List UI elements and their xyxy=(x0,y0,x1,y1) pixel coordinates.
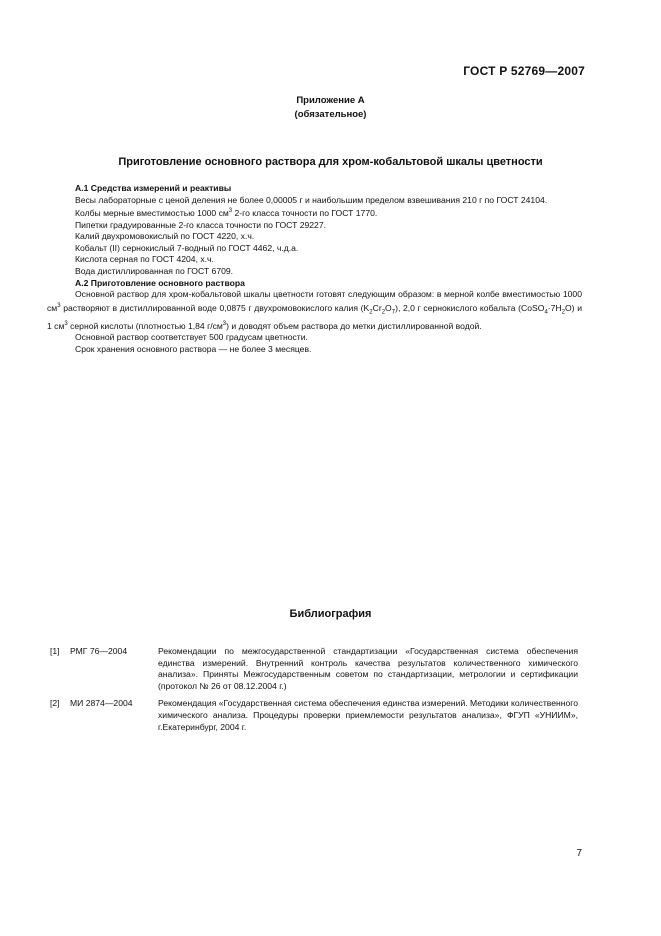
bib-code: МИ 2874—2004 xyxy=(70,698,133,709)
appendix-subtitle: (обязательное) xyxy=(294,109,367,120)
bib-text: Рекомендация «Государственная система обеспечения единства измерений. Методики количественного химического анализа. Процедуры проверки приемлемости результатов анализа», ФГУП «УНИИМ», г.Екатеринбург, 2004 г. xyxy=(158,698,578,732)
bibliography-title: Библиография xyxy=(289,608,372,620)
list-item: Кобальт (II) сернокислый 7-водный по ГОСТ 4462, ч.д.а. xyxy=(75,242,299,253)
appendix-body xyxy=(47,183,582,356)
bibliography-item xyxy=(50,698,578,733)
list-item: Пипетки градуированные 2-го класса точности по ГОСТ 29227. xyxy=(75,219,326,230)
standard-code: ГОСТ Р 52769—2007 xyxy=(463,64,585,78)
color-degree-paragraph: Основной раствор соответствует 500 градусам цветности. xyxy=(75,332,308,343)
list-item: Весы лабораторные с ценой деления не более 0,00005 г и наибольшим пределом взвешивания 210 г по ГОСТ 24104. xyxy=(75,194,548,205)
list-item: Колбы мерные вместимостью 1000 $см^3$ 2-го класса точности по ГОСТ 1770. xyxy=(75,208,378,219)
appendix-title: Приложение А xyxy=(296,95,365,106)
list-item: Кислота серная по ГОСТ 4204, х.ч. xyxy=(75,254,214,265)
bib-text: Рекомендации по межгосударственной стандартизации «Государственная система обеспечения единства измерений. Внутренний контроль качества результатов количественного химического анализа». Приняты Межгосударственным советом по стандартизации, метрологии и сертификации (протокол № 26 от 08.12.2004 г.) xyxy=(158,646,578,691)
storage-paragraph: Срок хранения основного раствора — не более 3 месяцев. xyxy=(75,344,312,355)
bib-number: [1] xyxy=(50,646,60,656)
section-a1-heading: А.1 Средства измерений и реактивы xyxy=(75,183,232,193)
page-number: 7 xyxy=(576,848,582,859)
list-item: Вода дистиллированная по ГОСТ 6709. xyxy=(75,266,234,277)
appendix-heading: Приготовление основного раствора для хром-кобальтовой шкалы цветности xyxy=(118,156,543,168)
bibliography-list xyxy=(50,646,578,739)
list-item: Калий двухромовокислый по ГОСТ 4220, х.ч. xyxy=(75,231,255,242)
procedure-paragraph: Основной раствор для хром-кобальтовой шкалы цветности готовят следующим образом: в мерной колбе вместимостью 1000 $см^3$ растворяют в дистиллированной воде 0,0875 г двухромовокислого калия $(K_2Cr_2O_7)$, 2,0 г сернокислого кобальта $(CoSO_4\cdot 7H_2O)$ и 1 $см^3$ серной кислоты (плотностью 1,84 $г/см^3$) и доводят объем раствора до метки дистиллированной водой. xyxy=(47,289,583,331)
bib-code: РМГ 76—2004 xyxy=(70,646,128,656)
bibliography-item xyxy=(50,646,578,692)
bib-number: [2] xyxy=(50,698,60,709)
section-a2-heading: А.2 Приготовление основного раствора xyxy=(75,277,245,288)
